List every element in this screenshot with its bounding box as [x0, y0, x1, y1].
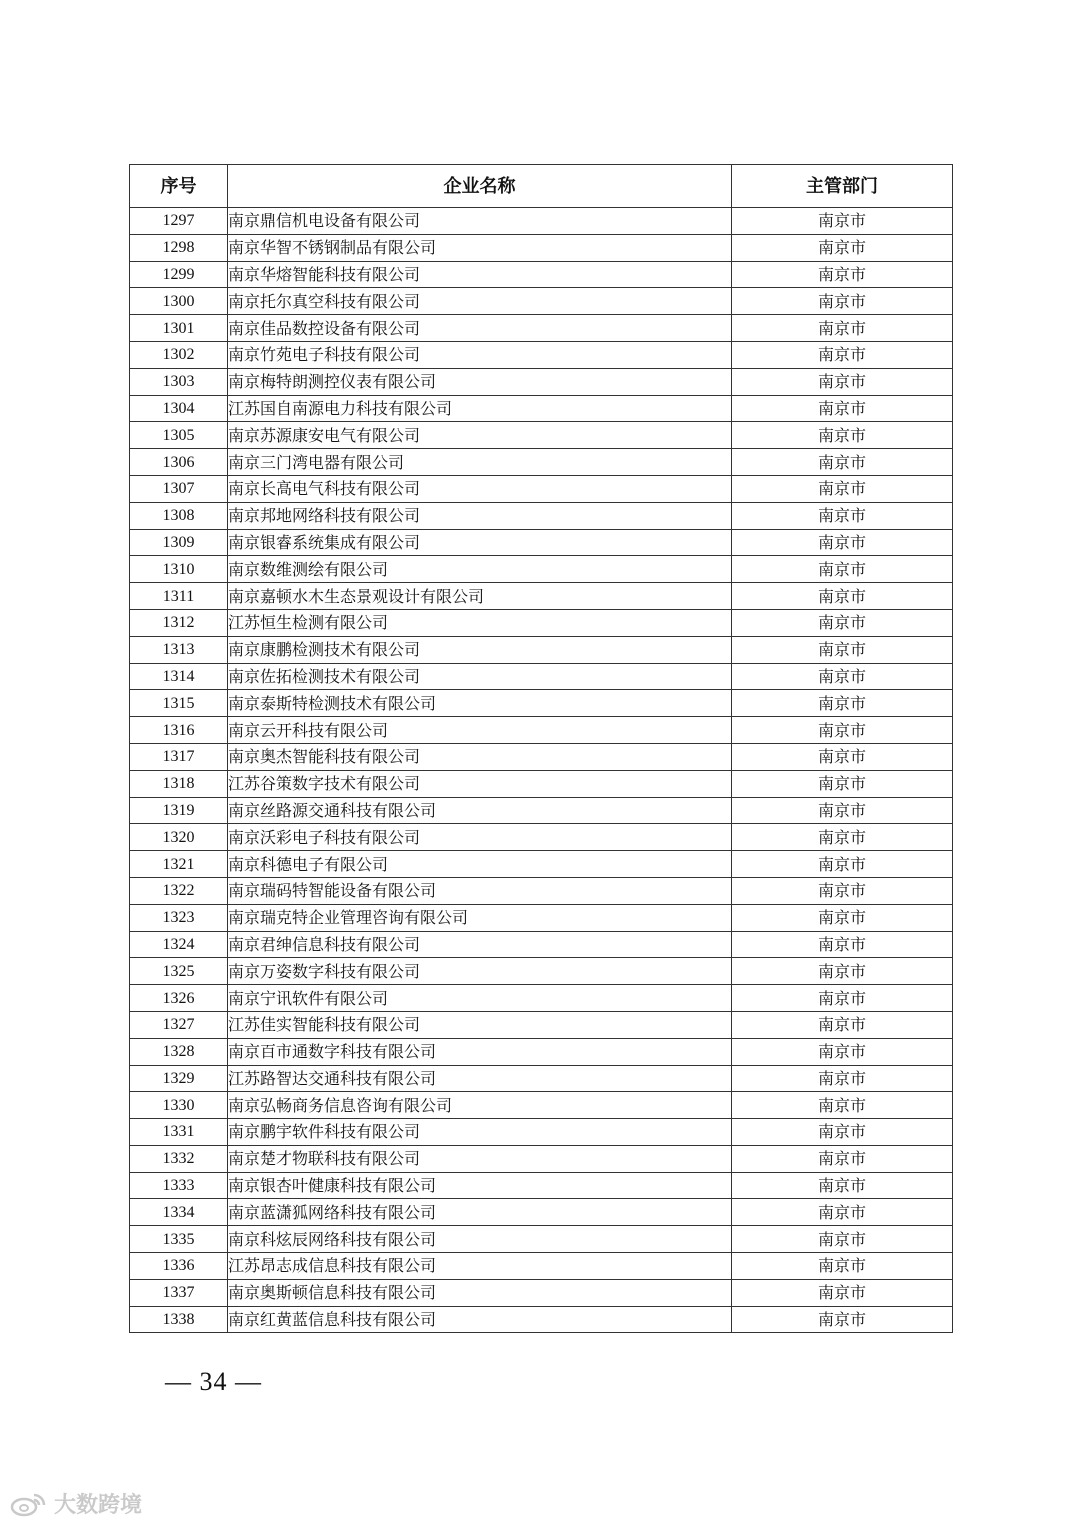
serial-number-cell: 1327: [130, 1011, 228, 1038]
company-name-cell: 南京邦地网络科技有限公司: [228, 502, 732, 529]
table-row: [130, 958, 953, 985]
serial-number-cell: 1333: [130, 1172, 228, 1199]
serial-number-cell: 1332: [130, 1145, 228, 1172]
company-name-cell: 南京红黄蓝信息科技有限公司: [228, 1306, 732, 1333]
company-name-cell: 江苏昂志成信息科技有限公司: [228, 1253, 732, 1280]
serial-number-cell: 1311: [130, 583, 228, 610]
serial-number-cell: 1336: [130, 1253, 228, 1280]
department-cell: 南京市: [732, 609, 953, 636]
company-name-cell: 南京泰斯特检测技术有限公司: [228, 690, 732, 717]
serial-number-cell: 1329: [130, 1065, 228, 1092]
department-cell: 南京市: [732, 1092, 953, 1119]
company-name-cell: 江苏路智达交通科技有限公司: [228, 1065, 732, 1092]
department-cell: 南京市: [732, 288, 953, 315]
company-name-cell: 南京云开科技有限公司: [228, 717, 732, 744]
department-cell: 南京市: [732, 1253, 953, 1280]
department-cell: 南京市: [732, 958, 953, 985]
department-cell: 南京市: [732, 315, 953, 342]
company-name-cell: 南京楚才物联科技有限公司: [228, 1145, 732, 1172]
department-cell: 南京市: [732, 502, 953, 529]
watermark-text: 大数跨境: [54, 1493, 143, 1518]
company-name-cell: 南京百市通数字科技有限公司: [228, 1038, 732, 1065]
department-cell: 南京市: [732, 341, 953, 368]
department-cell: 南京市: [732, 824, 953, 851]
table-row: [130, 743, 953, 770]
department-cell: 南京市: [732, 1306, 953, 1333]
serial-number-cell: 1315: [130, 690, 228, 717]
company-name-cell: 南京康鹏检测技术有限公司: [228, 636, 732, 663]
company-name-cell: 南京华智不锈钢制品有限公司: [228, 234, 732, 261]
company-name-cell: 南京华熔智能科技有限公司: [228, 261, 732, 288]
department-cell: 南京市: [732, 743, 953, 770]
table-row: [130, 1038, 953, 1065]
company-name-cell: 南京科德电子有限公司: [228, 851, 732, 878]
serial-number-cell: 1334: [130, 1199, 228, 1226]
serial-number-cell: 1337: [130, 1279, 228, 1306]
company-name-cell: 南京长高电气科技有限公司: [228, 475, 732, 502]
department-cell: 南京市: [732, 931, 953, 958]
company-name-cell: 江苏恒生检测有限公司: [228, 609, 732, 636]
table-row: [130, 717, 953, 744]
serial-number-cell: 1322: [130, 877, 228, 904]
company-name-cell: 南京鹏宇软件科技有限公司: [228, 1119, 732, 1146]
table-row: [130, 502, 953, 529]
company-name-cell: 江苏谷策数字技术有限公司: [228, 770, 732, 797]
serial-number-cell: 1320: [130, 824, 228, 851]
department-cell: 南京市: [732, 851, 953, 878]
serial-number-cell: 1307: [130, 475, 228, 502]
table-row: [130, 1092, 953, 1119]
serial-number-cell: 1310: [130, 556, 228, 583]
company-name-cell: 南京嘉顿水木生态景观设计有限公司: [228, 583, 732, 610]
department-cell: 南京市: [732, 1226, 953, 1253]
department-cell: 南京市: [732, 770, 953, 797]
company-name-cell: 南京银睿系统集成有限公司: [228, 529, 732, 556]
table-header-row: [130, 165, 953, 208]
company-name-cell: 南京鼎信机电设备有限公司: [228, 208, 732, 235]
serial-number-cell: 1328: [130, 1038, 228, 1065]
table-row: [130, 931, 953, 958]
department-cell: 南京市: [732, 1119, 953, 1146]
watermark: [10, 1488, 142, 1519]
serial-number-cell: 1319: [130, 797, 228, 824]
table-row: [130, 1065, 953, 1092]
table-row: [130, 422, 953, 449]
serial-number-cell: 1330: [130, 1092, 228, 1119]
department-cell: 南京市: [732, 663, 953, 690]
company-name-cell: 南京宁讯软件有限公司: [228, 985, 732, 1012]
header-company-name: 企业名称: [228, 165, 732, 208]
table-row: [130, 985, 953, 1012]
table-row: [130, 851, 953, 878]
table-row: [130, 449, 953, 476]
table-row: [130, 475, 953, 502]
serial-number-cell: 1324: [130, 931, 228, 958]
table-row: [130, 208, 953, 235]
serial-number-cell: 1300: [130, 288, 228, 315]
serial-number-cell: 1303: [130, 368, 228, 395]
enterprise-table: [129, 164, 953, 1333]
company-name-cell: 南京奥杰智能科技有限公司: [228, 743, 732, 770]
table-row: [130, 1253, 953, 1280]
department-cell: 南京市: [732, 690, 953, 717]
company-name-cell: 南京佐拓检测技术有限公司: [228, 663, 732, 690]
serial-number-cell: 1312: [130, 609, 228, 636]
table-row: [130, 797, 953, 824]
table-row: [130, 234, 953, 261]
serial-number-cell: 1308: [130, 502, 228, 529]
table-row: [130, 529, 953, 556]
serial-number-cell: 1326: [130, 985, 228, 1012]
table-row: [130, 583, 953, 610]
serial-number-cell: 1321: [130, 851, 228, 878]
department-cell: 南京市: [732, 368, 953, 395]
table-row: [130, 1119, 953, 1146]
table-row: [130, 877, 953, 904]
table-row: [130, 288, 953, 315]
serial-number-cell: 1323: [130, 904, 228, 931]
weibo-logo-icon: [10, 1491, 48, 1517]
department-cell: 南京市: [732, 1038, 953, 1065]
department-cell: 南京市: [732, 556, 953, 583]
serial-number-cell: 1325: [130, 958, 228, 985]
department-cell: 南京市: [732, 583, 953, 610]
department-cell: 南京市: [732, 717, 953, 744]
serial-number-cell: 1318: [130, 770, 228, 797]
company-name-cell: 南京苏源康安电气有限公司: [228, 422, 732, 449]
company-name-cell: 南京蓝潇狐网络科技有限公司: [228, 1199, 732, 1226]
table-row: [130, 1226, 953, 1253]
table-row: [130, 1306, 953, 1333]
header-department: 主管部门: [732, 165, 953, 208]
department-cell: 南京市: [732, 422, 953, 449]
table-row: [130, 341, 953, 368]
company-name-cell: 南京科炫辰网络科技有限公司: [228, 1226, 732, 1253]
department-cell: 南京市: [732, 1145, 953, 1172]
header-serial-number: 序号: [130, 165, 228, 208]
table-row: [130, 315, 953, 342]
table-row: [130, 395, 953, 422]
department-cell: 南京市: [732, 529, 953, 556]
serial-number-cell: 1304: [130, 395, 228, 422]
company-name-cell: 南京沃彩电子科技有限公司: [228, 824, 732, 851]
company-name-cell: 南京万姿数字科技有限公司: [228, 958, 732, 985]
department-cell: 南京市: [732, 208, 953, 235]
serial-number-cell: 1316: [130, 717, 228, 744]
company-name-cell: 南京丝路源交通科技有限公司: [228, 797, 732, 824]
serial-number-cell: 1314: [130, 663, 228, 690]
table-row: [130, 904, 953, 931]
table-row: [130, 824, 953, 851]
serial-number-cell: 1298: [130, 234, 228, 261]
table-row: [130, 770, 953, 797]
serial-number-cell: 1306: [130, 449, 228, 476]
company-name-cell: 南京银杏叶健康科技有限公司: [228, 1172, 732, 1199]
company-name-cell: 南京梅特朗测控仪表有限公司: [228, 368, 732, 395]
company-name-cell: 南京三门湾电器有限公司: [228, 449, 732, 476]
table-row: [130, 690, 953, 717]
company-name-cell: 南京托尔真空科技有限公司: [228, 288, 732, 315]
table-row: [130, 1279, 953, 1306]
department-cell: 南京市: [732, 636, 953, 663]
company-name-cell: 南京佳品数控设备有限公司: [228, 315, 732, 342]
serial-number-cell: 1302: [130, 341, 228, 368]
department-cell: 南京市: [732, 1279, 953, 1306]
serial-number-cell: 1317: [130, 743, 228, 770]
serial-number-cell: 1299: [130, 261, 228, 288]
department-cell: 南京市: [732, 877, 953, 904]
serial-number-cell: 1301: [130, 315, 228, 342]
table-row: [130, 636, 953, 663]
company-name-cell: 南京瑞码特智能设备有限公司: [228, 877, 732, 904]
department-cell: 南京市: [732, 261, 953, 288]
serial-number-cell: 1305: [130, 422, 228, 449]
department-cell: 南京市: [732, 234, 953, 261]
company-name-cell: 南京数维测绘有限公司: [228, 556, 732, 583]
department-cell: 南京市: [732, 1011, 953, 1038]
serial-number-cell: 1297: [130, 208, 228, 235]
table-row: [130, 1011, 953, 1038]
company-name-cell: 南京弘畅商务信息咨询有限公司: [228, 1092, 732, 1119]
department-cell: 南京市: [732, 1065, 953, 1092]
department-cell: 南京市: [732, 1199, 953, 1226]
department-cell: 南京市: [732, 1172, 953, 1199]
serial-number-cell: 1313: [130, 636, 228, 663]
table-row: [130, 663, 953, 690]
page-number: — 34 —: [165, 1367, 262, 1396]
table-row: [130, 556, 953, 583]
serial-number-cell: 1338: [130, 1306, 228, 1333]
serial-number-cell: 1309: [130, 529, 228, 556]
company-name-cell: 南京君绅信息科技有限公司: [228, 931, 732, 958]
department-cell: 南京市: [732, 449, 953, 476]
department-cell: 南京市: [732, 475, 953, 502]
table-row: [130, 1172, 953, 1199]
table-row: [130, 368, 953, 395]
company-name-cell: 南京瑞克特企业管理咨询有限公司: [228, 904, 732, 931]
serial-number-cell: 1331: [130, 1119, 228, 1146]
department-cell: 南京市: [732, 904, 953, 931]
department-cell: 南京市: [732, 797, 953, 824]
company-name-cell: 江苏国自南源电力科技有限公司: [228, 395, 732, 422]
department-cell: 南京市: [732, 985, 953, 1012]
company-name-cell: 南京奥斯顿信息科技有限公司: [228, 1279, 732, 1306]
table-row: [130, 1145, 953, 1172]
company-name-cell: 南京竹苑电子科技有限公司: [228, 341, 732, 368]
serial-number-cell: 1335: [130, 1226, 228, 1253]
company-name-cell: 江苏佳实智能科技有限公司: [228, 1011, 732, 1038]
table-row: [130, 1199, 953, 1226]
table-row: [130, 609, 953, 636]
department-cell: 南京市: [732, 395, 953, 422]
table-row: [130, 261, 953, 288]
